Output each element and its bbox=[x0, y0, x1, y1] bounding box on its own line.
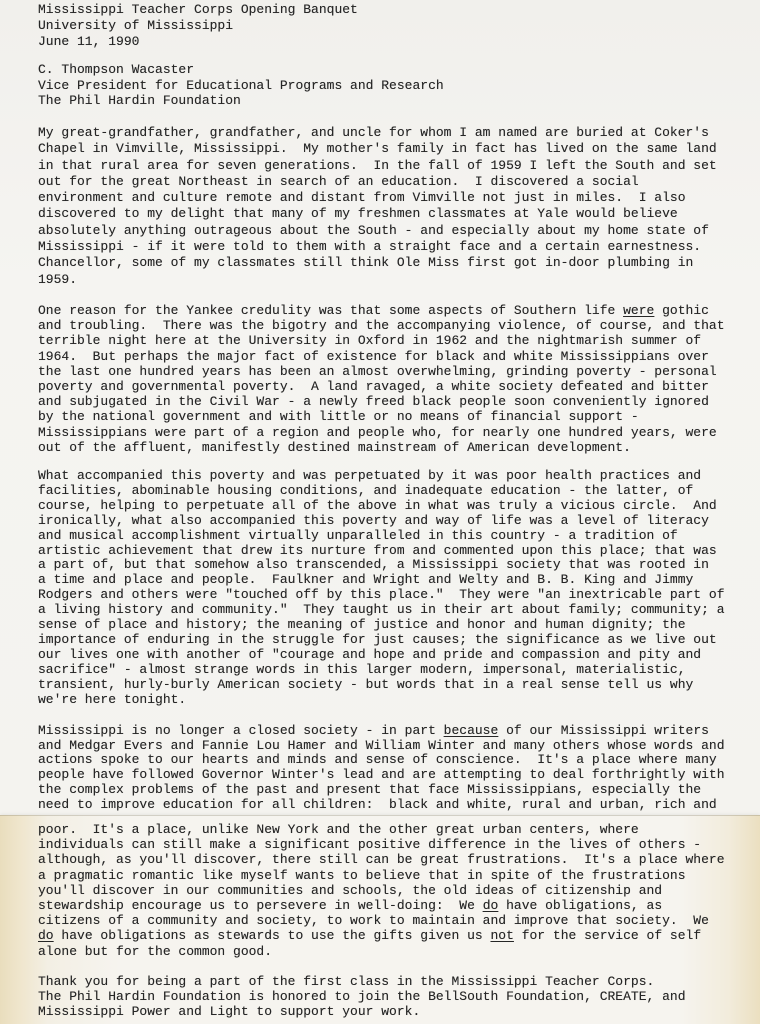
speaker-name: C. Thompson Wacaster bbox=[38, 62, 195, 77]
text-line: a part of, but that somehow also transcended, a Mississippi society that was rooted in bbox=[38, 557, 709, 573]
text-line: environment and culture remote and distant from Vimville not just in miles. I also bbox=[38, 190, 686, 206]
text-run: stewardship encourage us to persevere in well-doing: We bbox=[38, 898, 483, 914]
paragraph-1 bbox=[38, 125, 717, 288]
text-line: My great-grandfather, grandfather, and uncle for whom I am named are buried at Coker's bbox=[38, 125, 709, 140]
text-line: people have followed Governor Winter's lead and are attempting to deal forthrightly with bbox=[38, 767, 725, 783]
underlined-word: do bbox=[482, 898, 499, 914]
text-line: you'll discover in our communities and schools, the old ideas of citizenship and bbox=[38, 882, 663, 898]
text-line: course, helping to perpetuate all of the above in what was truly a vicious circle. And bbox=[38, 497, 717, 513]
text-line: importance of enduring in the struggle for just causes; the significance as we live out bbox=[38, 631, 717, 647]
underlined-word: do bbox=[38, 928, 54, 944]
text-line: discovered to my delight that many of my freshmen classmates at Yale would believe bbox=[38, 206, 678, 222]
text-line: alone but for the common good. bbox=[38, 943, 273, 959]
closing-paragraph bbox=[38, 974, 686, 1020]
text-line: and subjugated in the Civil War - a newly freed black people soon conveniently ignored bbox=[38, 394, 709, 410]
text-run: of our Mississippi writers bbox=[498, 723, 709, 738]
text-line: Thank you for being a part of the first class in the Mississippi Teacher Corps. bbox=[38, 974, 655, 989]
text-line: the last one hundred years has been an almost overwhelming, grinding poverty - personal bbox=[38, 363, 717, 379]
text-line: need to improve education for all children: black and white, rural and urban, rich and bbox=[38, 796, 717, 812]
text-run: One reason for the Yankee credulity was that some aspects of Southern life bbox=[38, 303, 624, 318]
text-line: out of the affluent, manifestly destined mainstream of American development. bbox=[38, 439, 631, 455]
text-line: facilities, abominable housing conditions, and inadequate education - the latter, of bbox=[38, 482, 694, 498]
text-line: and musical accomplishment virtually unparalleled in this country - a tradition of bbox=[38, 527, 678, 543]
text-line: 1964. But perhaps the major fact of existence for black and white Mississippians over bbox=[38, 348, 709, 364]
text-line bbox=[38, 724, 725, 739]
text-line: Mississippi - if it were told to them with a straight face and a certain earnestness. bbox=[38, 239, 702, 255]
text-line: Mississippi Power and Light to support your work. bbox=[38, 1004, 421, 1020]
event-venue: University of Mississippi bbox=[38, 18, 234, 33]
text-line: Rodgers and others were "touched off by this place." They were "an inextricable part of bbox=[38, 587, 725, 603]
text-line bbox=[38, 898, 725, 913]
underlined-word: not bbox=[490, 928, 514, 944]
text-line: and Medgar Evers and Fannie Lou Hamer and William Winter and many others whose words and bbox=[38, 737, 725, 753]
text-line: transient, hurly-burly American society - but words that in a real sense tell us why bbox=[38, 676, 694, 692]
text-line: a living history and community." They taught us in their art about family; community; a bbox=[38, 602, 725, 618]
text-run: Mississippi is no longer a closed society - in part bbox=[38, 723, 444, 738]
text-line: artistic achievement that drew its nurture from and commented upon this place; that was bbox=[38, 542, 717, 558]
speaker-position: Vice President for Educational Programs and Research bbox=[38, 77, 444, 93]
text-line: individuals can still make a significant positive difference in the lives of others - bbox=[38, 837, 702, 853]
text-line: our lives one with another of "courage and hope and pride and compassion and pity and bbox=[38, 646, 702, 662]
text-line: Chancellor, some of my classmates still think Ole Miss first got in-door plumbing in bbox=[38, 255, 694, 271]
text-line: Mississippians were part of a region and people who, for nearly one hundred years, were bbox=[38, 424, 717, 440]
text-line: actions spoke to our hearts and minds and sense of conscience. It's a place where many bbox=[38, 752, 717, 768]
underlined-word: were bbox=[623, 303, 655, 318]
text-line: out for the great Northeast in search of an education. I discovered a social bbox=[38, 173, 639, 189]
text-run: gothic bbox=[654, 303, 709, 318]
text-line: the complex problems of the past and present that face Mississippians, especially the bbox=[38, 781, 702, 797]
speaker-block bbox=[38, 62, 444, 109]
text-line: What accompanied this poverty and was perpetuated by it was poor health practices and bbox=[38, 468, 702, 483]
text-line bbox=[38, 303, 725, 318]
text-line: ironically, what also accompanied this poverty and way of life was a level of literacy bbox=[38, 512, 709, 528]
text-run: have obligations, as bbox=[498, 898, 663, 914]
text-line: 1959. bbox=[38, 271, 78, 287]
text-line: sense of place and history; the meaning of justice and honor and human dignity; the bbox=[38, 617, 686, 633]
text-line: absolutely anything outrageous about the South - and especially about my home state of bbox=[38, 222, 709, 238]
text-line: in that rural area for seven generations. In the fall of 1959 I left the South and set bbox=[38, 157, 717, 173]
event-date: June 11, 1990 bbox=[38, 34, 140, 49]
text-line bbox=[38, 928, 725, 943]
text-line: we're here tonight. bbox=[38, 691, 187, 707]
event-header bbox=[38, 2, 358, 50]
text-line: poor. It's a place, unlike New York and the other great urban centers, where bbox=[38, 822, 639, 837]
text-run: for the service of self bbox=[513, 928, 702, 944]
text-line: sacrifice" - almost strange words in this larger modern, impersonal, materialistic, bbox=[38, 661, 686, 677]
text-line: Chapel in Vimville, Mississippi. My mother's family in fact has lived on the same land bbox=[38, 141, 717, 157]
paragraph-4 bbox=[38, 724, 725, 812]
event-title: Mississippi Teacher Corps Opening Banquet bbox=[38, 2, 358, 17]
text-line: and troubling. There was the bigotry and the accompanying violence, of course, and that bbox=[38, 318, 725, 334]
text-line: a time and place and people. Faulkner and Wright and Welty and B. B. King and Jimmy bbox=[38, 572, 694, 588]
text-line: terrible night here at the University in Oxford in 1962 and the nightmarish summer of bbox=[38, 333, 702, 349]
speaker-organization: The Phil Hardin Foundation bbox=[38, 93, 241, 109]
paragraph-2 bbox=[38, 303, 725, 455]
text-line: The Phil Hardin Foundation is honored to join the BellSouth Foundation, CREATE, and bbox=[38, 989, 686, 1005]
text-line: citizens of a community and society, to work to maintain and improve that society. We bbox=[38, 913, 709, 929]
text-line: a pragmatic romantic like myself wants to believe that in spite of the frustrations bbox=[38, 867, 686, 883]
paragraph-4-continuation bbox=[38, 822, 725, 959]
text-line: by the national government and with little or no means of financial support - bbox=[38, 409, 639, 425]
text-run: have obligations as stewards to use the gifts given us bbox=[53, 928, 491, 944]
text-line: although, as you'll discover, there still can be great frustrations. It's a place where bbox=[38, 852, 725, 868]
paragraph-3 bbox=[38, 469, 725, 708]
underlined-word: because bbox=[443, 723, 499, 738]
text-line: poverty and governmental poverty. A land ravaged, a white society defeated and bitter bbox=[38, 379, 709, 395]
